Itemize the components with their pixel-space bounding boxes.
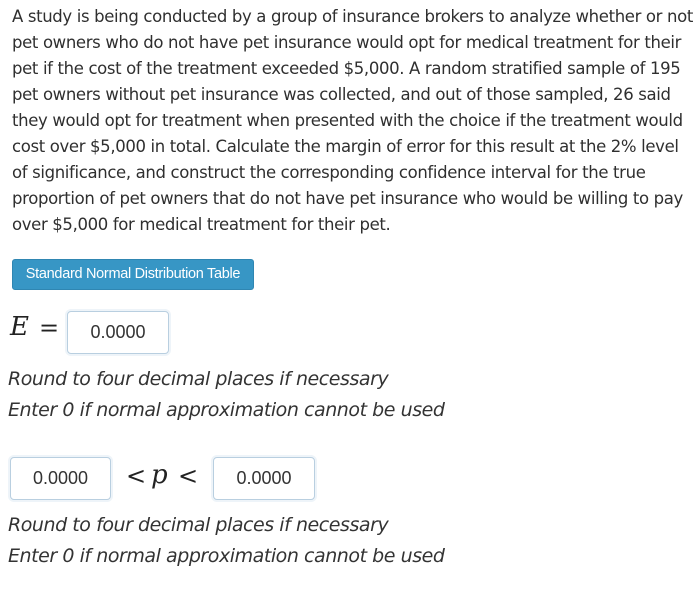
less-than-sign-left: <: [126, 462, 147, 490]
interval-round-hint: Round to four decimal places if necessary: [8, 514, 389, 536]
margin-of-error-symbol: E: [10, 312, 29, 342]
interval-upper-input[interactable]: 0.0000: [213, 457, 315, 500]
standard-normal-table-button[interactable]: Standard Normal Distribution Table: [12, 259, 254, 290]
margin-of-error-round-hint: Round to four decimal places if necessary: [8, 368, 389, 390]
question-text: A study is being conducted by a group of insurance brokers to analyze whether or not pet owners who do not have pet insurance would opt for medical treatment for their pet if the cost of the treatment exceeded $5,000. A random stratified sample of 195 pet owners without pet insurance was collected, and out of those sampled, 26 said they would opt for treatment when presented with the choice if the treatment would cost over $5,000 in total. Calculate the margin of error for this result at the 2% level of significance, and construct the corresponding confidence interval for the true proportion of pet owners that do not have pet insurance who would be willing to pay over $5,000 for medical treatment for their pet.: [12, 7, 693, 234]
proportion-symbol: p: [151, 460, 168, 490]
interval-lower-input[interactable]: 0.0000: [10, 457, 111, 500]
equals-sign: =: [39, 314, 60, 342]
margin-of-error-zero-hint: Enter 0 if normal approximation cannot be used: [8, 399, 445, 421]
interval-zero-hint: Enter 0 if normal approximation cannot be used: [8, 545, 445, 567]
less-than-sign-right: <: [178, 462, 199, 490]
margin-of-error-input[interactable]: 0.0000: [67, 311, 169, 354]
